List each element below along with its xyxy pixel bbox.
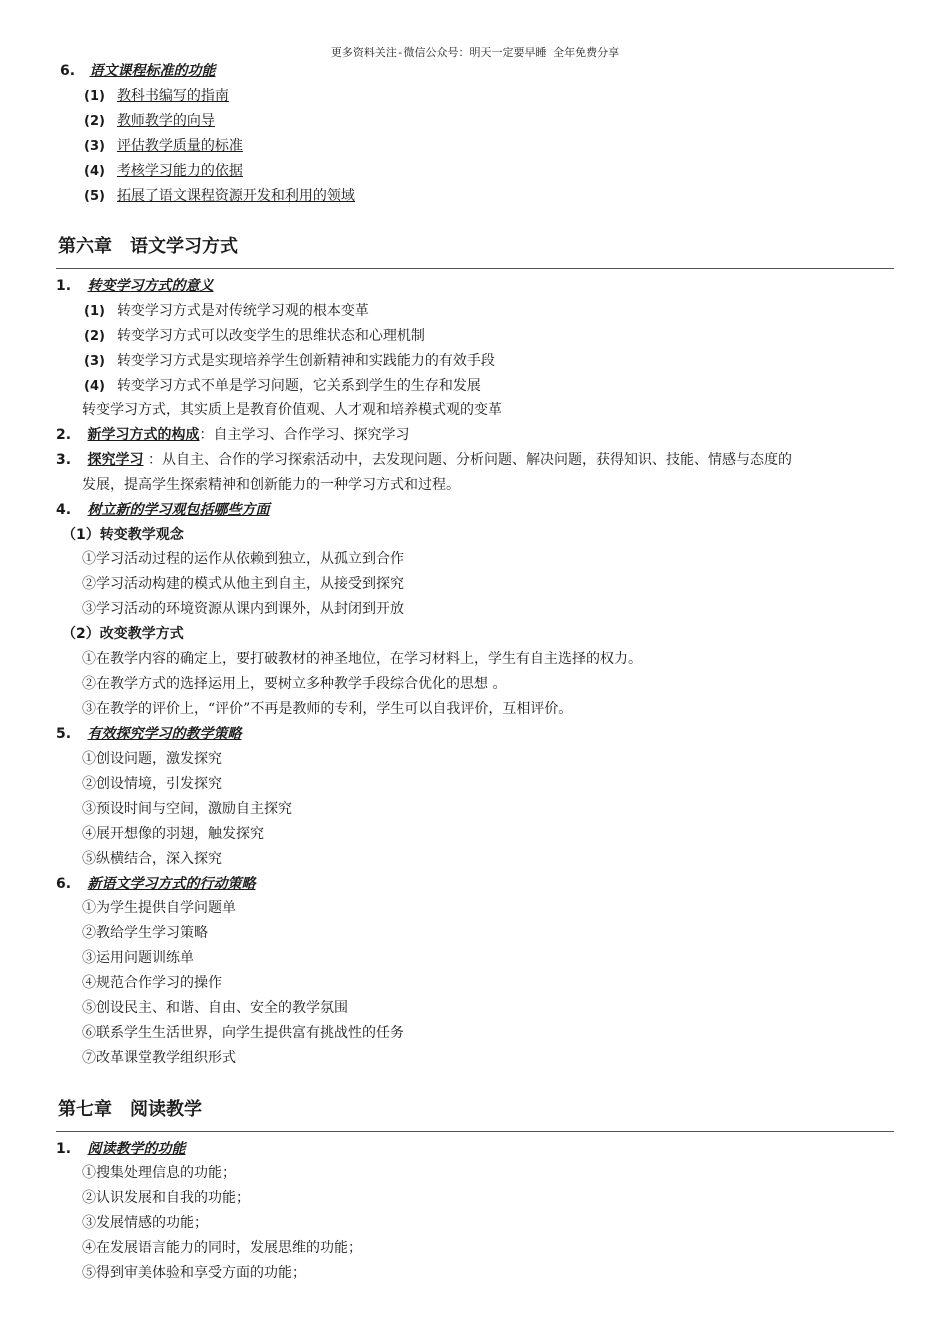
item-number: (1)	[84, 304, 105, 319]
section-title: 有效探究学习的教学策略	[87, 726, 242, 742]
item-number: (2)	[84, 114, 105, 129]
section-heading	[56, 1138, 186, 1158]
item-number: (3)	[84, 354, 105, 369]
list-item: ①创设问题，激发探究	[82, 751, 222, 767]
list-item: ③预设时间与空间，激励自主探究	[82, 801, 292, 817]
section-text: ：自主学习、合作学习、探究学习	[199, 427, 410, 443]
list-item	[84, 325, 425, 345]
list-item: ①搜集处理信息的功能；	[82, 1165, 236, 1181]
divider	[56, 268, 894, 269]
section-number: 2.	[56, 427, 72, 443]
list-item: ②教给学生学习策略	[82, 925, 208, 941]
item-text: 转变学习方式是对传统学习观的根本变革	[116, 303, 369, 319]
section-text-continued: 发展，提高学生探索精神和创新能力的一种学习方式和过程。	[82, 477, 460, 493]
item-text: 拓展了语文课程资源开发和利用的领域	[116, 188, 355, 204]
list-item: ②创设情境，引发探究	[82, 776, 222, 792]
header-note: 更多资料关注-微信公众号：明天一定要早睡 全年免费分享	[330, 46, 620, 59]
section-title: 新学习方式的构成	[87, 427, 200, 443]
list-item: ③在教学的评价上，“评价”不再是教师的专利，学生可以自我评价，互相评价。	[82, 701, 573, 717]
chapter-title: 第七章 阅读教学	[58, 1099, 202, 1120]
section-heading	[56, 499, 270, 519]
section-number: 3.	[56, 452, 72, 468]
section-number: 1.	[56, 278, 72, 294]
list-item	[84, 110, 215, 130]
list-item: ④展开想像的羽翅，触发探究	[82, 826, 264, 842]
item-text: 考核学习能力的依据	[116, 163, 243, 179]
list-item: ④在发展语言能力的同时，发展思维的功能；	[82, 1240, 362, 1256]
list-item	[84, 185, 355, 205]
section-heading	[56, 275, 214, 295]
list-item: ⑤纵横结合，深入探究	[82, 851, 222, 867]
item-number: (5)	[84, 189, 105, 204]
list-item	[84, 85, 229, 105]
list-item: ⑤创设民主、和谐、自由、安全的教学氛围	[82, 1000, 348, 1016]
item-text: 评估教学质量的标准	[116, 138, 243, 154]
item-number: (1)	[84, 89, 105, 104]
list-item: ②学习活动构建的模式从他主到自主，从接受到探究	[82, 576, 404, 592]
item-text: 转变学习方式不单是学习问题，它关系到学生的生存和发展	[116, 378, 481, 394]
section-title: 树立新的学习观包括哪些方面	[87, 502, 270, 518]
list-item	[84, 350, 495, 370]
list-item: ①为学生提供自学问题单	[82, 900, 236, 916]
item-text: 教科书编写的指南	[116, 88, 229, 104]
section-title: 转变学习方式的意义	[87, 278, 214, 294]
subsection-title: （2）改变教学方式	[62, 626, 184, 642]
list-item: ⑥联系学生生活世界，向学生提供富有挑战性的任务	[82, 1025, 404, 1041]
section-title: 阅读教学的功能	[87, 1141, 186, 1157]
list-item: ④规范合作学习的操作	[82, 975, 222, 991]
section-heading	[60, 60, 216, 80]
list-item: ⑦改革课堂教学组织形式	[82, 1050, 236, 1066]
list-item: ①在教学内容的确定上，要打破教材的神圣地位，在学习材料上，学生有自主选择的权力。	[82, 651, 642, 667]
section-number: 1.	[56, 1141, 72, 1157]
list-item: ②在教学方式的选择运用上，要树立多种教学手段综合优化的思想 。	[82, 676, 507, 692]
list-item: ③发展情感的功能；	[82, 1215, 208, 1231]
list-item: ⑤得到审美体验和享受方面的功能；	[82, 1265, 306, 1281]
list-item: ②认识发展和自我的功能；	[82, 1190, 250, 1206]
section-heading	[56, 723, 242, 743]
list-item: ③运用问题训练单	[82, 950, 194, 966]
item-number: (3)	[84, 139, 105, 154]
list-item	[84, 135, 243, 155]
section-number: 5.	[56, 726, 72, 742]
item-text: 转变学习方式可以改变学生的思维状态和心理机制	[116, 328, 425, 344]
list-item	[84, 300, 369, 320]
summary-text: 转变学习方式，其实质上是教育价值观、人才观和培养模式观的变革	[82, 402, 502, 418]
section-text: ：从自主、合作的学习探索活动中，去发现问题、分析问题、解决问题，获得知识、技能、情感与态度的	[143, 452, 792, 468]
section-heading	[56, 873, 256, 893]
section-number: 6.	[60, 63, 76, 79]
chapter-title: 第六章 语文学习方式	[58, 236, 238, 257]
section-title: 语文课程标准的功能	[89, 63, 216, 79]
section-number: 4.	[56, 502, 72, 518]
divider	[56, 1131, 894, 1132]
section-title: 新语文学习方式的行动策略	[87, 876, 256, 892]
item-number: (4)	[84, 164, 105, 179]
list-item: ①学习活动过程的运作从依赖到独立，从孤立到合作	[82, 551, 404, 567]
section-heading	[56, 424, 410, 444]
section-number: 6.	[56, 876, 72, 892]
item-text: 转变学习方式是实现培养学生创新精神和实践能力的有效手段	[116, 353, 495, 369]
list-item	[84, 375, 481, 395]
subsection-title: （1）转变教学观念	[62, 527, 184, 543]
item-number: (2)	[84, 329, 105, 344]
list-item	[84, 160, 243, 180]
section-title: 探究学习	[87, 452, 144, 468]
section-heading	[56, 449, 792, 469]
item-number: (4)	[84, 379, 105, 394]
list-item: ③学习活动的环境资源从课内到课外，从封闭到开放	[82, 601, 404, 617]
item-text: 教师教学的向导	[116, 113, 215, 129]
